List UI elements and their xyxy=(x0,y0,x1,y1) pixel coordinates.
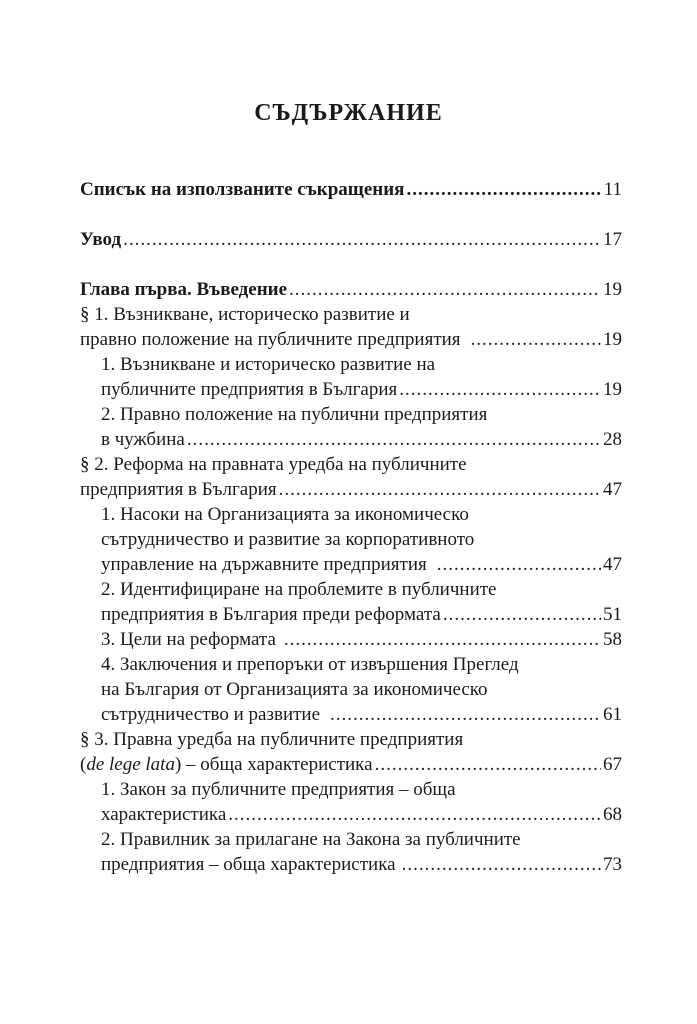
leader-dots xyxy=(375,752,601,777)
latin-term: de lege lata xyxy=(86,754,175,775)
toc-entry-title-line: предприятия – обща характеристика xyxy=(101,854,396,875)
toc-entry-section-2[interactable] xyxy=(80,452,622,502)
toc-entry-title-line: правно положение на публичните предприятия xyxy=(80,329,461,350)
leader-dots xyxy=(228,802,601,827)
leader-dots xyxy=(437,552,601,577)
toc-entry-title-line: публичните предприятия в България xyxy=(101,379,398,400)
toc-entry-title-line: 2. Правно положение на публични предприятия xyxy=(101,404,488,425)
toc-entry-title: Списък на използваните съкращения xyxy=(80,179,405,200)
toc-entry-title-line: в чужбина xyxy=(101,429,185,450)
toc-page-number: 61 xyxy=(603,704,622,725)
toc-entry-title-line: предприятия в България xyxy=(80,479,277,500)
toc-page-number: 17 xyxy=(603,229,622,250)
toc-entry-abbreviations[interactable] xyxy=(80,177,622,202)
leader-dots xyxy=(443,602,601,627)
toc-entry-title-line: § 3. Правна уредба на публичните предприятия xyxy=(80,729,464,750)
toc-page-number: 51 xyxy=(603,604,622,625)
toc-entry-2-2[interactable] xyxy=(101,577,622,627)
toc-entry-title-line: § 1. Възникване, историческо развитие и xyxy=(80,304,410,325)
leader-dots xyxy=(187,427,601,452)
toc-page-number: 19 xyxy=(603,379,622,400)
toc-page-number: 19 xyxy=(603,329,622,350)
toc-entry-title-line: на България от Организацията за икономическо xyxy=(101,679,488,700)
toc-entry-2-3[interactable] xyxy=(101,627,622,652)
toc-page-number: 68 xyxy=(603,804,622,825)
toc-entry-section-3[interactable] xyxy=(80,727,622,777)
toc-entry-title-line: 4. Заключения и препоръки от извършения Преглед xyxy=(101,654,519,675)
toc-page-number: 67 xyxy=(603,754,622,775)
toc-entry-introduction[interactable] xyxy=(80,227,622,252)
toc-entry-title-line: 1. Възникване и историческо развитие на xyxy=(101,354,436,375)
toc-entry-title-line: 1. Насоки на Организацията за икономическо xyxy=(101,504,469,525)
page-title: СЪДЪРЖАНИЕ xyxy=(254,100,443,126)
leader-dots xyxy=(399,377,601,402)
toc-page-number: 19 xyxy=(603,279,622,300)
leader-dots xyxy=(284,627,601,652)
toc-entry-title: 3. Цели на реформата xyxy=(101,629,276,650)
leader-dots xyxy=(471,327,601,352)
toc-entry-title-line: сътрудничество и развитие xyxy=(101,704,321,725)
toc-entry-title-line: предприятия в България преди реформата xyxy=(101,604,441,625)
toc-page-number: 47 xyxy=(603,554,622,575)
toc-page-number: 47 xyxy=(603,479,622,500)
toc-entry-2-4[interactable] xyxy=(101,652,622,727)
toc-entry-title-line: управление на държавните предприятия xyxy=(101,554,427,575)
toc-entry-title-line: 1. Закон за публичните предприятия – обща xyxy=(101,779,456,800)
toc-entry-3-1[interactable] xyxy=(101,777,622,827)
toc-entry-1-1[interactable] xyxy=(101,352,622,402)
toc-page-number: 11 xyxy=(603,179,622,200)
toc-entry-2-1[interactable] xyxy=(101,502,622,577)
leader-dots xyxy=(406,177,601,202)
toc-entry-title: Глава първа. Въведение xyxy=(80,279,288,300)
toc-entry-section-1[interactable] xyxy=(80,302,622,352)
toc-entry-1-2[interactable] xyxy=(101,402,622,452)
toc-entry-title-line: 2. Идентифициране на проблемите в публичните xyxy=(101,579,497,600)
toc-entry-title-line: сътрудничество и развитие за корпоративното xyxy=(101,529,475,550)
toc-entry-title: Увод xyxy=(80,229,122,250)
toc-entry-title-line: 2. Правилник за прилагане на Закона за публичните xyxy=(101,829,521,850)
toc-entry-chapter-one[interactable] xyxy=(80,277,622,302)
toc-entry-title-line: характеристика xyxy=(101,804,227,825)
leader-dots xyxy=(289,277,601,302)
toc-page-number: 28 xyxy=(603,429,622,450)
toc-page-number: 58 xyxy=(603,629,622,650)
leader-dots xyxy=(402,852,601,877)
toc-entry-title-line: (de lege lata) – обща характеристика xyxy=(80,754,373,775)
leader-dots xyxy=(279,477,601,502)
toc-entry-3-2[interactable] xyxy=(101,827,622,877)
leader-dots xyxy=(330,702,601,727)
toc-page-number: 73 xyxy=(603,854,622,875)
toc-entry-title-line: § 2. Реформа на правната уредба на публичните xyxy=(80,454,467,475)
leader-dots xyxy=(123,227,601,252)
